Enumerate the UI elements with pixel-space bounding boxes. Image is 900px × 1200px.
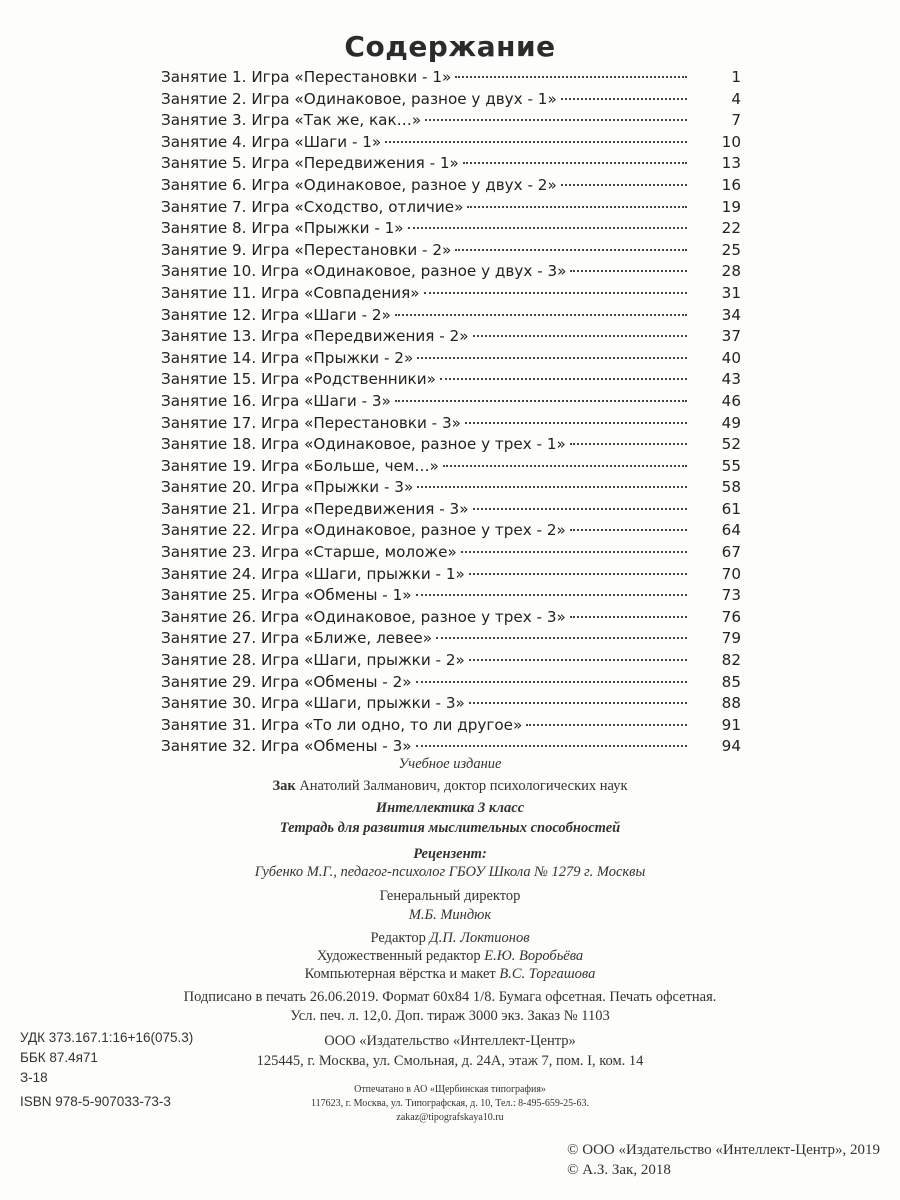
publisher: ООО «Издательство «Интеллект-Центр» [324,1033,576,1049]
toc-entry: Занятие 6. Игра «Одинаковое, разное у двух - 2» [161,175,557,194]
toc-entry: Занятие 30. Игра «Шаги, прыжки - 3» [161,694,465,713]
toc-entry: Занятие 26. Игра «Одинаковое, разное у трех - 3» [161,607,566,626]
toc-page-number: 19 [721,197,741,216]
page-title: Содержание [344,30,556,63]
toc-page-number: 1 [731,68,741,86]
print-info-2: Усл. печ. л. 12,0. Доп. тираж 3000 экз. Заказ № 1103 [290,1008,610,1024]
editor-line [0,930,900,947]
toc-row [161,434,741,456]
toc-row [161,542,741,564]
printer-email: zakaz@tipografskaya10.ru [396,1112,504,1123]
toc-entry: Занятие 31. Игра «То ли одно, то ли другое» [161,715,523,734]
toc-row [161,650,741,672]
toc-leader-dots [455,75,687,78]
toc-row [161,499,741,521]
toc-page-number: 25 [721,240,741,259]
printer-name: Отпечатано в АО «Щербинская типография» [354,1084,546,1095]
printer-address: 117623, г. Москва, ул. Типографская, д. 10, Тел.: 8-495-659-25-63. [311,1098,589,1109]
toc-row [161,520,741,542]
toc-entry: Занятие 3. Игра «Так же, как…» [161,111,422,130]
toc-row [161,132,741,154]
toc-page-number: 85 [721,672,741,691]
toc-page-number: 37 [721,327,741,346]
toc-entry: Занятие 11. Игра «Совпадения» [161,283,420,302]
toc-row [161,672,741,694]
toc-row [161,607,741,629]
toc-leader-dots [463,161,687,164]
toc-page-number: 46 [721,391,741,410]
toc-row [161,197,741,219]
toc-page-number: 58 [721,478,741,497]
toc-entry: Занятие 27. Игра «Ближе, левее» [161,629,433,648]
toc-entry: Занятие 32. Игра «Обмены - 3» [161,737,412,756]
toc-leader-dots [461,550,687,553]
toc-entry: Занятие 9. Игра «Перестановки - 2» [161,240,452,259]
publisher-address: 125445, г. Москва, ул. Смольная, д. 24А, этаж 7, пом. I, ком. 14 [256,1053,644,1069]
toc-leader-dots [467,205,687,208]
copyright-author: © А.З. Зак, 2018 [567,1162,671,1178]
toc-row [161,305,741,327]
toc-row [161,391,741,413]
toc-leader-dots [417,356,687,359]
toc-leader-dots [473,334,687,337]
toc-leader-dots [416,744,687,747]
toc-row [161,110,741,132]
toc-entry: Занятие 17. Игра «Перестановки - 3» [161,413,461,432]
toc-entry: Занятие 29. Игра «Обмены - 2» [161,672,412,691]
toc-leader-dots [440,377,687,380]
toc-entry: Занятие 15. Игра «Родственники» [161,370,436,389]
toc-page-number: 10 [721,132,741,151]
reviewer: Губенко М.Г., педагог-психолог ГБОУ Школа № 1279 г. Москвы [254,864,646,880]
toc-entry: Занятие 1. Игра «Перестановки - 1» [161,68,452,86]
toc-entry: Занятие 24. Игра «Шаги, прыжки - 1» [161,564,465,583]
author-surname: Зак [272,778,296,794]
toc-entry: Занятие 4. Игра «Шаги - 1» [161,132,382,151]
toc-entry: Занятие 12. Игра «Шаги - 2» [161,305,391,324]
toc-leader-dots [469,701,687,704]
toc-entry: Занятие 25. Игра «Обмены - 1» [161,586,412,605]
toc-row [161,628,741,650]
art-editor-name: Е.Ю. Воробьёва [484,948,584,964]
toc-page-number: 31 [721,283,741,302]
toc-page-number: 91 [721,715,741,734]
toc-row [161,715,741,737]
toc-leader-dots [469,658,687,661]
toc-leader-dots [416,593,687,596]
director-label: Генеральный директор [379,888,521,904]
toc-page-number: 7 [731,111,741,130]
toc-page-number: 49 [721,413,741,432]
toc-entry: Занятие 10. Игра «Одинаковое, разное у двух - 3» [161,262,567,281]
toc-page-number: 70 [721,564,741,583]
reviewer-label: Рецензент: [413,846,487,862]
toc-page-number: 55 [721,456,741,475]
toc-page-number: 34 [721,305,741,324]
toc-page-number: 94 [721,737,741,756]
author-line [0,778,900,795]
toc-page-number: 82 [721,651,741,670]
toc-row [161,693,741,715]
layout-name: В.С. Торгашова [499,966,596,982]
toc-leader-dots [570,269,687,272]
toc-row [161,283,741,305]
toc-row [161,240,741,262]
udk-code: УДК 373.167.1:16+16(075.3) [20,1030,194,1045]
table-of-contents [161,67,741,758]
toc-leader-dots [424,291,687,294]
toc-leader-dots [473,507,687,510]
toc-leader-dots [436,636,687,639]
toc-entry: Занятие 2. Игра «Одинаковое, разное у двух - 1» [161,89,557,108]
toc-row [161,456,741,478]
toc-leader-dots [570,528,687,531]
toc-row [161,564,741,586]
toc-leader-dots [561,183,687,186]
toc-leader-dots [455,248,687,251]
toc-leader-dots [465,421,687,424]
art-editor-label: Художественный редактор [316,948,481,964]
toc-entry: Занятие 23. Игра «Старше, моложе» [161,543,457,562]
toc-leader-dots [443,464,687,467]
copyright-block [567,1140,880,1180]
toc-leader-dots [395,313,687,316]
art-editor-line [0,948,900,965]
author-mark: З-18 [20,1070,48,1085]
toc-row [161,218,741,240]
toc-row [161,736,741,758]
toc-row [161,413,741,435]
classification-codes [20,1028,193,1112]
toc-entry: Занятие 5. Игра «Передвижения - 1» [161,154,459,173]
toc-page-number: 4 [731,89,741,108]
toc-leader-dots [417,485,687,488]
copyright-publisher: © ООО «Издательство «Интеллект-Центр», 2019 [567,1142,880,1158]
toc-row [161,175,741,197]
toc-entry: Занятие 28. Игра «Шаги, прыжки - 2» [161,651,465,670]
toc-leader-dots [570,615,687,618]
toc-entry: Занятие 14. Игра «Прыжки - 2» [161,348,414,367]
toc-entry: Занятие 7. Игра «Сходство, отличие» [161,197,464,216]
toc-page-number: 52 [721,435,741,454]
toc-page-number: 16 [721,175,741,194]
toc-entry: Занятие 18. Игра «Одинаковое, разное у трех - 1» [161,435,566,454]
toc-leader-dots [385,140,687,143]
toc-row [161,326,741,348]
toc-page-number: 76 [721,607,741,626]
toc-page-number: 28 [721,262,741,281]
toc-leader-dots [425,118,687,121]
toc-leader-dots [469,572,687,575]
toc-leader-dots [570,442,687,445]
toc-entry: Занятие 22. Игра «Одинаковое, разное у трех - 2» [161,521,566,540]
toc-entry: Занятие 20. Игра «Прыжки - 3» [161,478,414,497]
editor-name: Д.П. Локтионов [429,930,530,946]
toc-entry: Занятие 16. Игра «Шаги - 3» [161,391,391,410]
toc-row [161,67,741,89]
toc-page-number: 40 [721,348,741,367]
director-name: М.Б. Миндюк [408,907,492,923]
print-info: Подписано в печать 26.06.2019. Формат 60х84 1/8. Бумага офсетная. Печать офсетная. [183,989,717,1005]
author-details: Анатолий Залманович, доктор психологических наук [299,778,628,794]
toc-entry: Занятие 21. Игра «Передвижения - 3» [161,499,469,518]
toc-page-number: 79 [721,629,741,648]
edition-type: Учебное издание [398,756,502,772]
toc-leader-dots [561,97,687,100]
toc-page-number: 13 [721,154,741,173]
toc-page-number: 43 [721,370,741,389]
toc-entry: Занятие 19. Игра «Больше, чем…» [161,456,439,475]
toc-row [161,261,741,283]
toc-row [161,369,741,391]
toc-page-number: 88 [721,694,741,713]
toc-leader-dots [416,680,687,683]
toc-page-number: 64 [721,521,741,540]
isbn: ISBN 978-5-907033-73-3 [20,1094,171,1109]
editor-label: Редактор [370,930,426,946]
toc-row [161,585,741,607]
toc-row [161,348,741,370]
toc-leader-dots [526,723,687,726]
toc-page-number: 73 [721,586,741,605]
toc-page-number: 67 [721,543,741,562]
toc-row [161,477,741,499]
bbk-code: ББК 87.4я71 [20,1050,98,1065]
toc-row [161,153,741,175]
book-subtitle: Тетрадь для развития мыслительных способностей [279,820,621,836]
layout-label: Компьютерная вёрстка и макет [304,966,496,982]
toc-entry: Занятие 8. Игра «Прыжки - 1» [161,219,404,238]
toc-page-number: 22 [721,219,741,238]
toc-entry: Занятие 13. Игра «Передвижения - 2» [161,327,469,346]
toc-leader-dots [408,226,687,229]
toc-row [161,89,741,111]
toc-page-number: 61 [721,499,741,518]
layout-line [0,966,900,983]
book-title: Интеллектика 3 класс [375,800,525,816]
toc-leader-dots [395,399,687,402]
